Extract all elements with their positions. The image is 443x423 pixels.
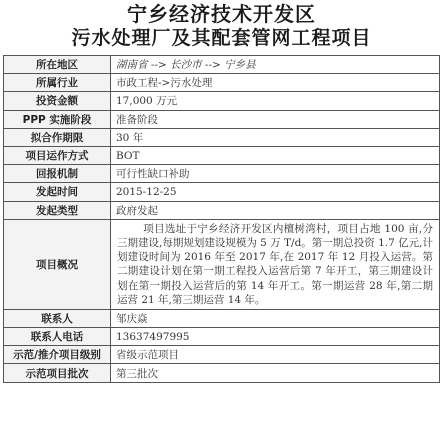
row-value-operation-mode: BOT	[111, 146, 440, 164]
table-row	[4, 328, 440, 346]
row-value-ppp-stage: 准备阶段	[111, 110, 440, 128]
row-label-start-date: 发起时间	[4, 183, 111, 201]
document-title	[0, 2, 443, 50]
overview-text: 项目选址于宁乡经济开发区内檀树湾村，项目占地 100 亩,分三期建设,每期规划建设规模为 5 万 T/d。第一期总投资 1.7 亿元,计划建设时间为 2016 年至 2017 年,在 2017 年 12 月投入运营。第二期建设计划在第一期工程投入运营后第 7 年开工，第三期建设计划在第一期投入运营后的第 14 年开工。第一期运营 28 年,第二期运营 21 年,第三期运营 14 年。	[117, 222, 434, 306]
row-label-overview: 项目概况	[4, 219, 111, 309]
row-label-initiation-type: 发起类型	[4, 201, 111, 219]
row-label-region: 所在地区	[4, 56, 111, 74]
title-line-1: 宁乡经济技术开发区	[127, 2, 316, 26]
row-value-investment: 17,000 万元	[111, 92, 440, 110]
row-value-industry: 市政工程->污水处理	[111, 74, 440, 92]
table-row	[4, 364, 440, 382]
row-value-overview	[111, 219, 440, 309]
table-row	[4, 146, 440, 164]
row-label-investment: 投资金额	[4, 92, 111, 110]
row-label-demo-batch: 示范项目批次	[4, 364, 111, 382]
row-value-return-mechanism: 可行性缺口补助	[111, 165, 440, 183]
project-info-table	[3, 55, 440, 383]
row-value-region: 湖南省 --> 长沙市 --> 宁乡县	[111, 56, 440, 74]
row-label-contact: 联系人	[4, 309, 111, 327]
row-value-contact: 邹庆焱	[111, 309, 440, 327]
row-label-operation-mode: 项目运作方式	[4, 146, 111, 164]
row-label-ppp-stage: PPP 实施阶段	[4, 110, 111, 128]
row-value-term: 30 年	[111, 128, 440, 146]
table-row	[4, 165, 440, 183]
table-row	[4, 309, 440, 327]
row-label-demo-level: 示范/推介项目级别	[4, 346, 111, 364]
table-row	[4, 219, 440, 309]
table-row	[4, 183, 440, 201]
row-label-return-mechanism: 回报机制	[4, 165, 111, 183]
row-label-industry: 所属行业	[4, 74, 111, 92]
table-row	[4, 74, 440, 92]
table-row	[4, 92, 440, 110]
row-value-initiation-type: 政府发起	[111, 201, 440, 219]
row-value-demo-batch: 第三批次	[111, 364, 440, 382]
row-label-term: 拟合作期限	[4, 128, 111, 146]
table-row	[4, 201, 440, 219]
table-row	[4, 128, 440, 146]
row-label-phone: 联系人电话	[4, 328, 111, 346]
row-value-phone: 13637497995	[111, 328, 440, 346]
row-value-start-date: 2015-12-25	[111, 183, 440, 201]
table-row	[4, 110, 440, 128]
table-row	[4, 346, 440, 364]
table-row	[4, 56, 440, 74]
title-line-2: 污水处理厂及其配套管网工程项目	[71, 27, 372, 49]
row-value-demo-level: 省级示范项目	[111, 346, 440, 364]
